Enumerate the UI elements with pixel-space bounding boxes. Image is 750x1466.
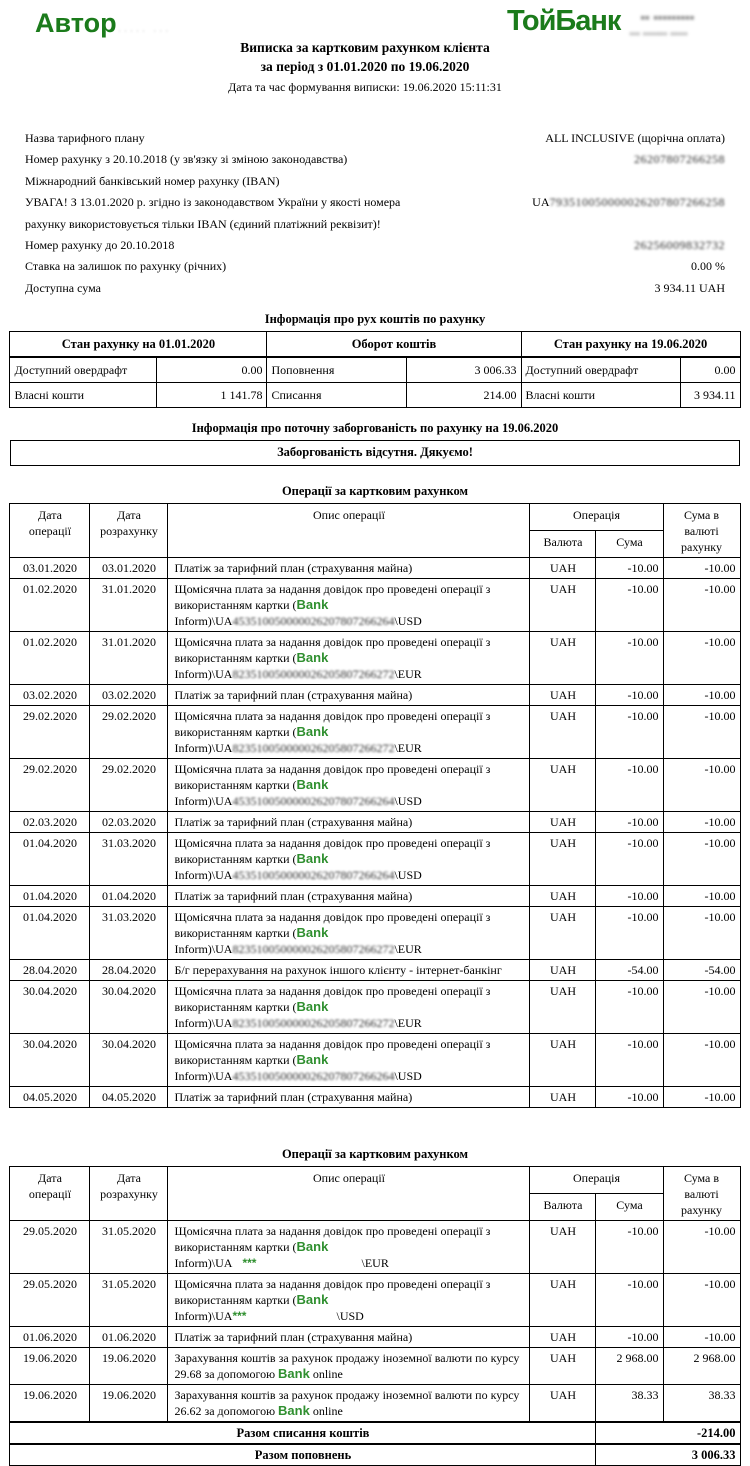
info-label: УВАГА! З 13.01.2020 р. згідно із законодавством України у якості номера [25, 195, 401, 210]
operation-description [168, 558, 530, 579]
operation-sum-account-currency: -10.00 [663, 981, 740, 1034]
redacted-account-number: 453510050000026207807266264 [232, 794, 395, 809]
description-text: Inform)\UA [174, 1309, 233, 1324]
settlement-date: 31.05.2020 [90, 1274, 168, 1327]
operation-currency: UAH [530, 833, 596, 886]
description-text: Платіж за тарифний план (страхування майна) [174, 1330, 413, 1345]
description-text: Платіж за тарифний план (страхування майна) [174, 1090, 413, 1105]
bank-logo-inline: Bank [296, 1052, 329, 1068]
redacted-account-number: 823510050000026205807266272 [232, 942, 395, 957]
bank-logo-inline: Bank [296, 999, 329, 1015]
description-text: \USD [394, 614, 422, 629]
description-text: Щомісячна плата за надання довідок про проведені операції з [174, 1037, 491, 1052]
operation-row [10, 960, 740, 981]
totals-row [10, 1422, 740, 1444]
operation-date: 30.04.2020 [10, 981, 90, 1034]
movements-label: Поповнення [267, 357, 407, 383]
movements-header-start: Стан рахунку на 01.01.2020 [10, 332, 267, 358]
operation-row [10, 759, 740, 812]
statement-period: за період з 01.01.2020 по 19.06.2020 [260, 59, 470, 74]
description-text: Зарахування коштів за рахунок продажу іноземної валюти по курсу [174, 1351, 520, 1366]
operation-sum-account-currency: -10.00 [663, 759, 740, 812]
operation-sum-account-currency: -10.00 [663, 579, 740, 632]
operation-sum-account-currency: -10.00 [663, 632, 740, 685]
info-label: Ставка на залишок по рахунку (річних) [25, 259, 227, 274]
description-text: \EUR [394, 667, 422, 682]
operation-currency: UAH [530, 759, 596, 812]
operation-row [10, 1385, 740, 1423]
operation-row [10, 886, 740, 907]
operation-sum: -10.00 [596, 685, 663, 706]
operation-row [10, 579, 740, 632]
description-text: Inform)\UA [174, 1016, 233, 1031]
operation-sum: -10.00 [596, 579, 663, 632]
operation-currency: UAH [530, 907, 596, 960]
totals-label: Разом списання коштів [10, 1422, 596, 1444]
operation-row [10, 981, 740, 1034]
col-sum-account-currency: Сума в валюті рахунку [663, 1167, 740, 1221]
operations-table-2-title: Операції за картковим рахунком [281, 1147, 469, 1162]
operation-date: 01.02.2020 [10, 632, 90, 685]
operation-row [10, 1274, 740, 1327]
redacted-account-number: 453510050000026207807266264 [232, 1069, 395, 1084]
operation-row [10, 1221, 740, 1274]
operation-sum-account-currency: -10.00 [663, 886, 740, 907]
bank-logo-inline: Bank [296, 777, 329, 793]
redacted-text-right-2: ▪▪▪ ▪▪▪▪▪▪▪ ▪▪▪▪▪ [630, 31, 689, 38]
info-row [25, 128, 725, 149]
info-label: Номер рахунку до 20.10.2018 [25, 238, 175, 253]
description-text: Щомісячна плата за надання довідок про проведені операції з [174, 582, 491, 597]
totals-row [10, 1444, 740, 1466]
col-sum: Сума [596, 1194, 663, 1221]
info-value-prefix: UA [532, 195, 550, 210]
info-row [25, 214, 725, 235]
redacted-account-number: 823510050000026205807266272 [232, 667, 395, 682]
operation-sum-account-currency: 2 968.00 [663, 1348, 740, 1385]
operation-sum-account-currency: 38.33 [663, 1385, 740, 1423]
operation-sum: -10.00 [596, 1274, 663, 1327]
operation-row [10, 1034, 740, 1087]
info-row [25, 235, 725, 256]
movements-label: Власні кошти [521, 383, 680, 408]
operation-sum: -10.00 [596, 1327, 663, 1348]
operation-row [10, 1327, 740, 1348]
movements-label: Списання [267, 383, 407, 408]
operation-currency: UAH [530, 558, 596, 579]
description-text: Платіж за тарифний план (страхування майна) [174, 889, 413, 904]
operation-sum: -10.00 [596, 981, 663, 1034]
description-text: Inform)\UA [174, 794, 233, 809]
bank-logo-inline: Bank [278, 1403, 310, 1419]
movements-label: Доступний овердрафт [10, 357, 157, 383]
description-text: \EUR [394, 741, 422, 756]
col-date-settlement: Дата розрахунку [90, 1167, 168, 1221]
operation-sum: -10.00 [596, 632, 663, 685]
info-label: Міжнародний банківський номер рахунку (IBAN) [25, 173, 280, 188]
operation-row [10, 558, 740, 579]
operation-date: 01.04.2020 [10, 886, 90, 907]
operation-currency: UAH [530, 632, 596, 685]
description-text: online [309, 1404, 343, 1419]
settlement-date: 31.01.2020 [90, 632, 168, 685]
col-description: Опис операції [168, 1167, 530, 1221]
operation-sum-account-currency: -10.00 [663, 833, 740, 886]
info-label: Доступна сума [25, 280, 101, 295]
description-text: використанням картки ( [174, 1053, 297, 1068]
operation-currency: UAH [530, 960, 596, 981]
col-currency: Валюта [530, 531, 596, 558]
info-row [25, 149, 725, 170]
operation-sum: -10.00 [596, 886, 663, 907]
info-row [25, 256, 725, 277]
operation-description [168, 960, 530, 981]
col-sum-account-currency: Сума в валюті рахунку [663, 504, 740, 558]
movements-value: 0.00 [157, 357, 267, 383]
settlement-date: 03.01.2020 [90, 558, 168, 579]
operation-currency: UAH [530, 579, 596, 632]
operation-row [10, 812, 740, 833]
redacted-account-number: 823510050000026205807266272 [232, 741, 395, 756]
redacted-text-right-1: ▪▪ ▪▪▪▪▪▪▪▪▪ [641, 13, 695, 24]
movements-header-row [10, 332, 740, 358]
description-text: \USD [246, 1309, 364, 1324]
operation-description [168, 685, 530, 706]
movements-row [10, 357, 740, 383]
description-text: Платіж за тарифний план (страхування майна) [174, 815, 413, 830]
description-text: Щомісячна плата за надання довідок про проведені операції з [174, 1224, 491, 1239]
operation-description [168, 1087, 530, 1108]
operation-row [10, 1087, 740, 1108]
movements-label: Доступний овердрафт [521, 357, 680, 383]
operation-description [168, 1327, 530, 1348]
operations-table-2 [9, 1166, 740, 1466]
bank-logo: ТойБанк [507, 5, 621, 37]
operation-sum-account-currency: -10.00 [663, 812, 740, 833]
settlement-date: 04.05.2020 [90, 1087, 168, 1108]
operation-description [168, 706, 530, 759]
bank-logo-inline: Bank [296, 925, 329, 941]
operation-date: 19.06.2020 [10, 1385, 90, 1423]
col-date-settlement: Дата розрахунку [90, 504, 168, 558]
operation-sum-account-currency: -10.00 [663, 685, 740, 706]
operation-currency: UAH [530, 1385, 596, 1423]
operation-currency: UAH [530, 1348, 596, 1385]
settlement-date: 01.06.2020 [90, 1327, 168, 1348]
description-text: Щомісячна плата за надання довідок про проведені операції з [174, 910, 491, 925]
operation-currency: UAH [530, 886, 596, 907]
movements-header-end: Стан рахунку на 19.06.2020 [521, 332, 740, 358]
operation-row [10, 706, 740, 759]
settlement-date: 30.04.2020 [90, 1034, 168, 1087]
bank-logo-inline: Bank [296, 650, 329, 666]
operation-description [168, 759, 530, 812]
description-text: \EUR [394, 1016, 422, 1031]
settlement-date: 29.02.2020 [90, 706, 168, 759]
operation-sum-account-currency: -10.00 [663, 1327, 740, 1348]
description-text: \USD [394, 794, 422, 809]
settlement-date: 28.04.2020 [90, 960, 168, 981]
info-row [25, 171, 725, 192]
operation-date: 30.04.2020 [10, 1034, 90, 1087]
operation-description [168, 1348, 530, 1385]
movements-value: 3 934.11 [680, 383, 740, 408]
description-text: використанням картки ( [174, 852, 297, 867]
operation-sum-account-currency: -10.00 [663, 907, 740, 960]
description-text: використанням картки ( [174, 1240, 297, 1255]
description-text: \EUR [394, 942, 422, 957]
settlement-date: 30.04.2020 [90, 981, 168, 1034]
statement-header [0, 0, 750, 112]
description-text: Inform)\UA [174, 1069, 233, 1084]
operation-description [168, 886, 530, 907]
description-text: Щомісячна плата за надання довідок про проведені операції з [174, 836, 491, 851]
description-text: Inform)\UA [174, 942, 233, 957]
description-text: Б/г перерахування на рахунок іншого клієнту - інтернет-банкінг [174, 963, 502, 978]
description-text: використанням картки ( [174, 778, 297, 793]
totals-value: -214.00 [596, 1422, 740, 1444]
movements-value: 0.00 [680, 357, 740, 383]
info-row [25, 278, 725, 299]
settlement-date: 02.03.2020 [90, 812, 168, 833]
description-text: \USD [394, 868, 422, 883]
operation-description [168, 1034, 530, 1087]
info-value [532, 192, 725, 213]
col-date-operation: Дата операції [10, 1167, 90, 1221]
operation-sum: -10.00 [596, 1034, 663, 1087]
bank-logo-inline: Bank [296, 597, 329, 613]
operation-sum-account-currency: -10.00 [663, 1274, 740, 1327]
operation-row [10, 1348, 740, 1385]
settlement-date: 31.05.2020 [90, 1221, 168, 1274]
col-sum: Сума [596, 531, 663, 558]
info-value-text: 3 934.11 UAH [654, 280, 725, 295]
operation-description [168, 907, 530, 960]
description-text: використанням картки ( [174, 1293, 297, 1308]
redacted-account-number: 453510050000026207807266264 [232, 614, 395, 629]
operation-description [168, 812, 530, 833]
operation-date: 01.04.2020 [10, 833, 90, 886]
info-label: Назва тарифного плану [25, 131, 145, 145]
debt-title: Інформація про поточну заборгованість по рахунку на 19.06.2020 [191, 421, 559, 436]
operations-header-row [10, 504, 740, 531]
operation-description [168, 632, 530, 685]
operation-sum-account-currency: -10.00 [663, 706, 740, 759]
description-text: \EUR [256, 1256, 389, 1271]
description-text: Inform)\UA [174, 667, 233, 682]
operation-row [10, 685, 740, 706]
description-text: Inform)\UA [174, 1256, 233, 1271]
operation-sum-account-currency: -10.00 [663, 1034, 740, 1087]
author-logo: Автор [35, 8, 117, 38]
info-value [691, 256, 725, 277]
operation-sum-account-currency: -10.00 [663, 1087, 740, 1108]
operation-sum: -10.00 [596, 833, 663, 886]
operation-sum-account-currency: -10.00 [663, 558, 740, 579]
operation-sum: -10.00 [596, 759, 663, 812]
operation-description [168, 833, 530, 886]
movements-title: Інформація про рух коштів по рахунку [264, 312, 486, 327]
operation-sum: -10.00 [596, 907, 663, 960]
col-description: Опис операції [168, 504, 530, 558]
bank-logo-inline: Bank [296, 1292, 329, 1308]
operation-description [168, 579, 530, 632]
operations-table-1 [9, 503, 740, 1108]
description-text: використанням картки ( [174, 725, 297, 740]
redacted-text-left: ····· ··· [118, 26, 172, 36]
operation-date: 01.02.2020 [10, 579, 90, 632]
operation-sum: 2 968.00 [596, 1348, 663, 1385]
operation-currency: UAH [530, 1221, 596, 1274]
statement-title: Виписка за картковим рахунком клієнта [240, 40, 490, 55]
operation-row [10, 907, 740, 960]
statement-titles [0, 40, 730, 95]
description-text: \USD [394, 1069, 422, 1084]
operation-description [168, 1221, 530, 1274]
settlement-date: 19.06.2020 [90, 1385, 168, 1423]
operation-sum: 38.33 [596, 1385, 663, 1423]
operation-date: 28.04.2020 [10, 960, 90, 981]
info-value [545, 128, 725, 149]
totals-label: Разом поповнень [10, 1444, 596, 1466]
operations-table-1-title: Операції за картковим рахунком [281, 484, 469, 499]
movements-label: Власні кошти [10, 383, 157, 408]
redacted-account-number: 823510050000026205807266272 [232, 1016, 395, 1031]
operation-description [168, 1385, 530, 1423]
description-text: Щомісячна плата за надання довідок про проведені операції з [174, 635, 491, 650]
description-text: online [309, 1367, 343, 1382]
operation-sum: -54.00 [596, 960, 663, 981]
bank-logo-inline: Bank [296, 724, 329, 740]
operation-sum: -10.00 [596, 812, 663, 833]
operation-date: 29.02.2020 [10, 706, 90, 759]
operation-currency: UAH [530, 706, 596, 759]
operation-currency: UAH [530, 981, 596, 1034]
bank-logo-inline: Bank [296, 851, 329, 867]
description-text: використанням картки ( [174, 1000, 297, 1015]
operation-date: 29.02.2020 [10, 759, 90, 812]
description-text: Inform)\UA [174, 868, 233, 883]
description-text: Щомісячна плата за надання довідок про проведені операції з [174, 984, 491, 999]
operation-description [168, 1274, 530, 1327]
operation-sum-account-currency: -54.00 [663, 960, 740, 981]
account-info-section [25, 128, 725, 299]
operation-date: 19.06.2020 [10, 1348, 90, 1385]
operation-currency: UAH [530, 685, 596, 706]
settlement-date: 31.03.2020 [90, 907, 168, 960]
masked-account-stars: *** [232, 1256, 257, 1271]
operation-description [168, 981, 530, 1034]
movements-value: 3 006.33 [407, 357, 521, 383]
info-value-text: 26256009832732 [634, 238, 725, 253]
operation-date: 04.05.2020 [10, 1087, 90, 1108]
masked-account-stars: *** [232, 1309, 247, 1324]
operation-currency: UAH [530, 1327, 596, 1348]
info-value-text: 793510050000026207807266258 [549, 195, 725, 210]
operation-currency: UAH [530, 1274, 596, 1327]
settlement-date: 31.03.2020 [90, 833, 168, 886]
settlement-date: 01.04.2020 [90, 886, 168, 907]
operation-date: 01.04.2020 [10, 907, 90, 960]
operation-currency: UAH [530, 1087, 596, 1108]
operation-date: 29.05.2020 [10, 1221, 90, 1274]
operation-sum: -10.00 [596, 558, 663, 579]
debt-message: Заборгованість відсутня. Дякуємо! [10, 440, 740, 466]
info-label: рахунку використовується тільки IBAN (єдиний платіжний реквізит)! [25, 216, 381, 231]
description-text: використанням картки ( [174, 926, 297, 941]
description-text: Платіж за тарифний план (страхування майна) [174, 561, 413, 576]
operation-date: 29.05.2020 [10, 1274, 90, 1327]
info-row [25, 192, 725, 213]
info-value [634, 235, 725, 256]
bank-logo-inline: Bank [278, 1366, 310, 1382]
operation-sum: -10.00 [596, 1221, 663, 1274]
description-text: 29.68 за допомогою [174, 1367, 279, 1382]
col-date-operation: Дата операції [10, 504, 90, 558]
operation-sum: -10.00 [596, 1087, 663, 1108]
redacted-account-number: 453510050000026207807266264 [232, 868, 395, 883]
totals-value: 3 006.33 [596, 1444, 740, 1466]
col-operation: Операція [530, 504, 663, 531]
operation-date: 03.02.2020 [10, 685, 90, 706]
movements-value: 214.00 [407, 383, 521, 408]
operation-date: 02.03.2020 [10, 812, 90, 833]
info-value-text: 26207807266258 [634, 152, 725, 167]
operations-header-row [10, 1167, 740, 1194]
operation-sum: -10.00 [596, 706, 663, 759]
bank-logo-inline: Bank [296, 1239, 329, 1255]
description-text: Inform)\UA [174, 614, 233, 629]
info-value-text: 0.00 % [691, 259, 725, 274]
settlement-date: 19.06.2020 [90, 1348, 168, 1385]
operation-sum-account-currency: -10.00 [663, 1221, 740, 1274]
movements-header-turnover: Оборот коштів [267, 332, 521, 358]
info-label: Номер рахунку з 20.10.2018 (у зв'язку зі зміною законодавства) [25, 152, 348, 167]
description-text: використанням картки ( [174, 651, 297, 666]
settlement-date: 29.02.2020 [90, 759, 168, 812]
info-value [634, 149, 725, 170]
operation-currency: UAH [530, 812, 596, 833]
settlement-date: 31.01.2020 [90, 579, 168, 632]
operation-currency: UAH [530, 1034, 596, 1087]
movements-value: 1 141.78 [157, 383, 267, 408]
operation-date: 01.06.2020 [10, 1327, 90, 1348]
description-text: Щомісячна плата за надання довідок про проведені операції з [174, 1277, 491, 1292]
info-value-text: ALL INCLUSIVE (щорічна оплата) [545, 131, 725, 145]
description-text: використанням картки ( [174, 598, 297, 613]
operation-row [10, 632, 740, 685]
description-text: Зарахування коштів за рахунок продажу іноземної валюти по курсу [174, 1388, 520, 1403]
operation-date: 03.01.2020 [10, 558, 90, 579]
info-value [654, 278, 725, 299]
description-text: Щомісячна плата за надання довідок про проведені операції з [174, 762, 491, 777]
description-text: Inform)\UA [174, 741, 233, 756]
description-text: Щомісячна плата за надання довідок про проведені операції з [174, 709, 491, 724]
description-text: 26.62 за допомогою [174, 1404, 279, 1419]
movements-row [10, 383, 740, 408]
col-currency: Валюта [530, 1194, 596, 1221]
operation-row [10, 833, 740, 886]
col-operation: Операція [530, 1167, 663, 1194]
movements-table [9, 331, 740, 408]
description-text: Платіж за тарифний план (страхування майна) [174, 688, 413, 703]
statement-generated-datetime: Дата та час формування виписки: 19.06.2020 15:11:31 [228, 80, 502, 94]
settlement-date: 03.02.2020 [90, 685, 168, 706]
